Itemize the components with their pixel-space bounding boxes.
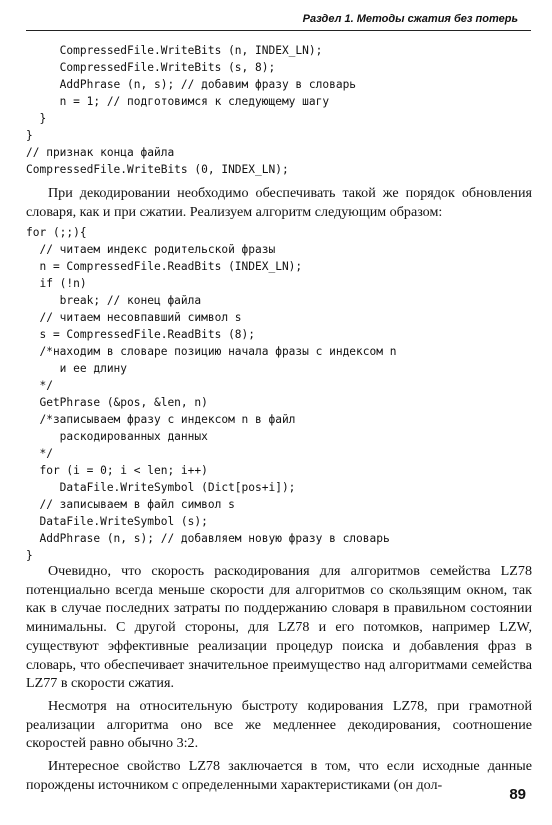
code-block-encoder-tail (26, 42, 532, 178)
code-line: s = CompressedFile.ReadBits (8); (26, 328, 256, 341)
code-line: // читаем индекс родительской фразы (26, 243, 276, 256)
code-line: AddPhrase (n, s); // добавляем новую фразу в словарь (26, 532, 390, 545)
code-line: // признак конца файла (26, 146, 175, 159)
page-number: 89 (509, 786, 526, 803)
code-line: n = CompressedFile.ReadBits (INDEX_LN); (26, 260, 303, 273)
code-line: for (;;){ (26, 226, 87, 239)
code-line: AddPhrase (n, s); // добавим фразу в словарь (26, 78, 357, 91)
code-line: // записываем в файл символ s (26, 498, 235, 511)
code-line: раскодированных данных (26, 430, 208, 443)
code-line: */ (26, 379, 53, 392)
code-line: */ (26, 447, 53, 460)
paragraph: Интересное свойство LZ78 заключается в том, что если исходные данные порождены источником с определенными характеристиками (он дол- (26, 758, 532, 793)
code-line: DataFile.WriteSymbol (s); (26, 515, 208, 528)
code-line: for (i = 0; i < len; i++) (26, 464, 208, 477)
code-line: break; // конец файла (26, 294, 202, 307)
code-line: и ее длину (26, 362, 128, 375)
code-line: CompressedFile.WriteBits (0, INDEX_LN); (26, 163, 289, 176)
paragraph: Несмотря на относительную быстроту кодирования LZ78, при грамотной реализации алгоритма оно все же медленнее декодирования, соотношение скоростей равно обычно 3:2. (26, 697, 532, 752)
code-line: // читаем несовпавший символ s (26, 311, 242, 324)
text-block-body (26, 562, 532, 794)
code-line: } (26, 129, 33, 142)
code-line: if (!n) (26, 277, 87, 290)
code-line: GetPhrase (&pos, &len, n) (26, 396, 208, 409)
code-line: CompressedFile.WriteBits (s, 8); (26, 61, 276, 74)
code-line: /*записываем фразу с индексом n в файл (26, 413, 296, 426)
code-line: n = 1; // подготовимся к следующему шагу (26, 95, 330, 108)
code-block-decoder (26, 224, 532, 564)
paragraph: Очевидно, что скорость раскодирования для алгоритмов семейства LZ78 потенциально всегда меньше скорости для алгоритмов со скользящим окном, так как в случае последних затраты по поддержанию словаря в правильном состоянии минимальны. С другой стороны, для LZ78 и его потомков, например LZW, существуют эффективные реализации процедур поиска и добавления фраз в словарь, что обеспечивает значительное преимущество над алгоритмами семейства LZ77 в скорости сжатия. (26, 563, 532, 692)
code-line: } (26, 112, 47, 125)
code-line: CompressedFile.WriteBits (n, INDEX_LN); (26, 44, 323, 57)
code-line: } (26, 549, 33, 562)
code-line: DataFile.WriteSymbol (Dict[pos+i]); (26, 481, 296, 494)
header-rule (26, 30, 531, 31)
running-header: Раздел 1. Методы сжатия без потерь (302, 13, 518, 25)
text-block-intro (26, 184, 532, 221)
paragraph: При декодировании необходимо обеспечивать такой же порядок обновления словаря, как и при сжатии. Реализуем алгоритм следующим образом: (26, 185, 532, 220)
code-line: /*находим в словаре позицию начала фразы с индексом n (26, 345, 397, 358)
